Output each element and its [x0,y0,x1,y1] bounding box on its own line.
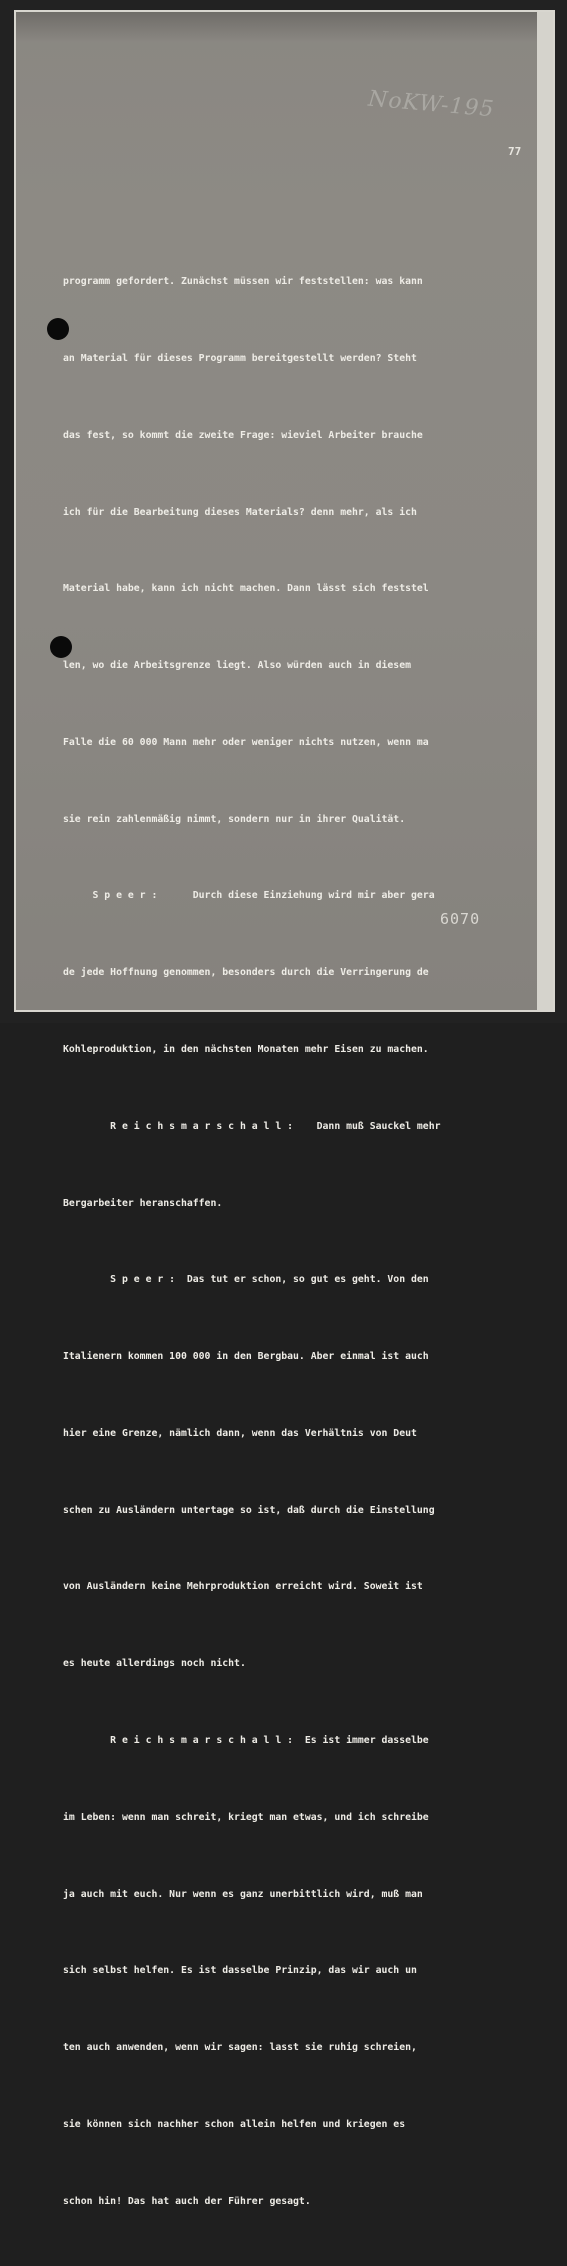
speaker-line: R e i c h s m a r s c h a l l : Es ist immer dasselbe [63,1735,429,1747]
transcript-body [63,218,533,2266]
text-line: an Material für dieses Programm bereitgestellt werden? Steht [63,352,417,364]
text-line: sie können sich nachher schon allein helfen und kriegen es [63,2118,406,2130]
text-line: es heute allerdings noch nicht. [63,1658,246,1670]
speaker-line: S p e e r : Durch diese Einziehung wird mir aber gera [63,890,435,902]
text-line: im Leben: wenn man schreit, kriegt man etwas, und ich schreibe [63,1811,429,1823]
document-number: 6070 [440,910,481,928]
text-line: schen zu Ausländern untertage so ist, daß durch die Einstellung [63,1504,435,1516]
text-line: Kohleproduktion, in den nächsten Monaten mehr Eisen zu machen. [63,1044,429,1055]
archive-stamp: NoKW-195 [367,86,496,123]
text-line: ja auch mit euch. Nur wenn es ganz unerbittlich wird, muß man [63,1888,423,1900]
text-line: das fest, so kommt die zweite Frage: wieviel Arbeiter brauche [63,429,423,441]
text-line: Italienern kommen 100 000 in den Bergbau. Aber einmal ist auch [63,1351,429,1363]
text-line: len, wo die Arbeitsgrenze liegt. Also würden auch in diesem [63,660,411,672]
text-line: Bergarbeiter heranschaffen. [63,1197,223,1209]
text-line: sich selbst helfen. Es ist dasselbe Prinzip, das wir auch un [63,1965,417,1977]
text-line: sie rein zahlenmäßig nimmt, sondern nur in ihrer Qualität. [63,813,406,825]
text-line: hier eine Grenze, nämlich dann, wenn das Verhältnis von Deut [63,1427,417,1439]
text-line: de jede Hoffnung genommen, besonders durch die Verringerung de [63,967,429,979]
text-line: von Ausländern keine Mehrproduktion erreicht wird. Soweit ist [63,1581,423,1593]
text-line: Falle die 60 000 Mann mehr oder weniger nichts nutzen, wenn ma [63,736,429,748]
page-number: 77 [508,145,522,158]
speaker-line: R e i c h s m a r s c h a l l : Dann muß Sauckel mehr [63,1120,441,1132]
text-line: programm gefordert. Zunächst müssen wir feststellen: was kann [63,276,423,288]
text-line: ten auch anwenden, wenn wir sagen: lasst sie ruhig schreien, [63,2042,417,2054]
text-line: schon hin! Das hat auch der Führer gesagt. [63,2195,311,2207]
paper-right-margin [537,12,553,1010]
text-line: ich für die Bearbeitung dieses Materials? denn mehr, als ich [63,506,417,518]
speaker-line: S p e e r : Das tut er schon, so gut es geht. Von den [63,1274,429,1286]
text-line: Material habe, kann ich nicht machen. Dann lässt sich feststel [63,583,429,595]
